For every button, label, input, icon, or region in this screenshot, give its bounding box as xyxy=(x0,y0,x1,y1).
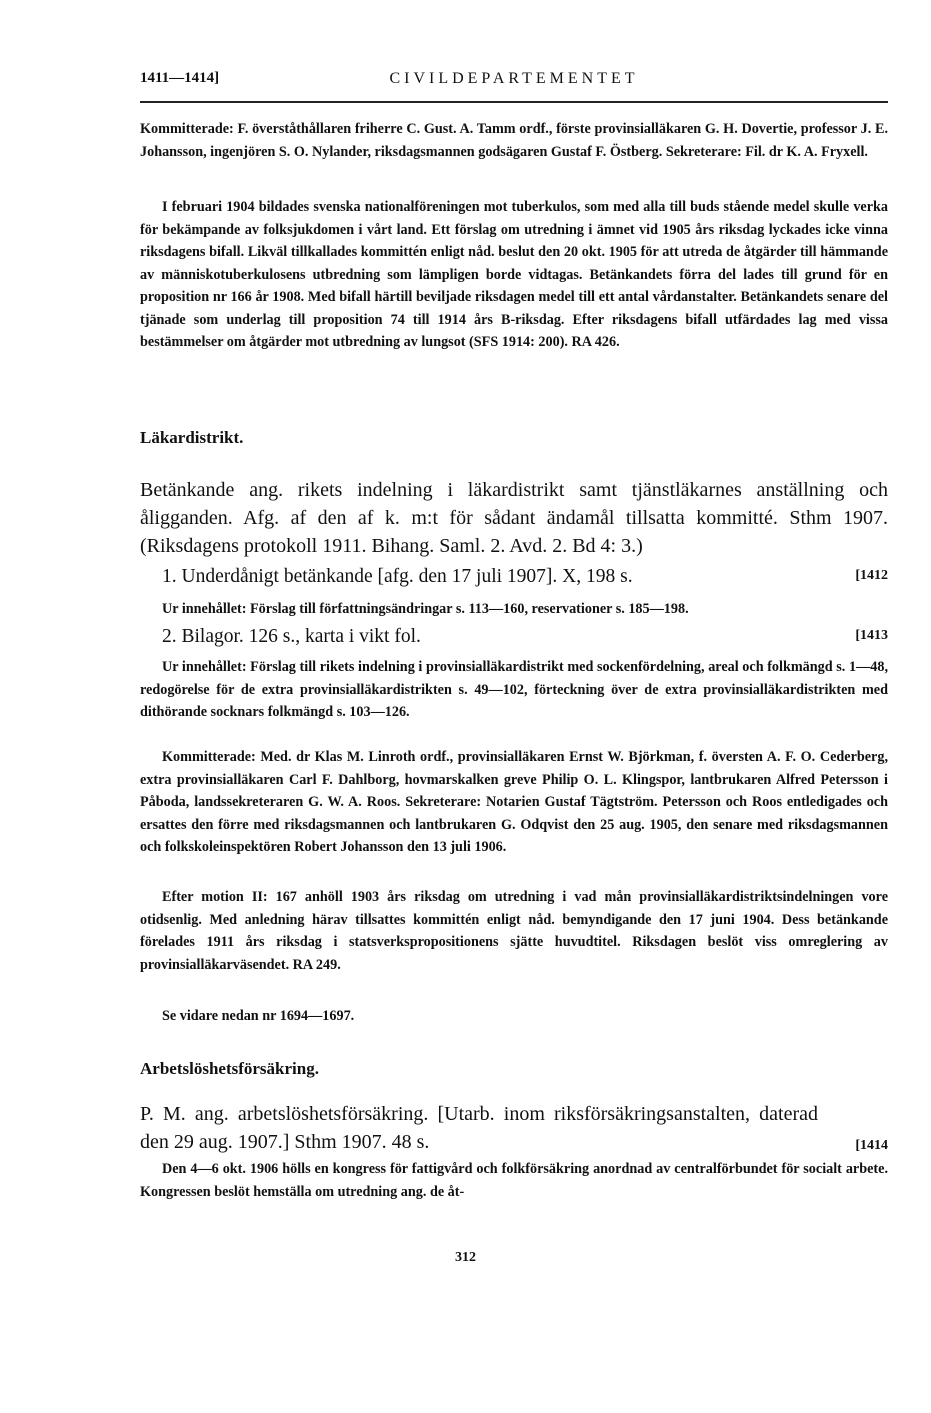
entry-1412-text: 1. Underdånigt betänkande [afg. den 17 juli 1907]. X, 198 s. xyxy=(162,566,633,587)
entry-1413-ref: [1413 xyxy=(855,628,888,643)
motion-history-paragraph: Efter motion II: 167 anhöll 1903 års riksdag om utredning i vad mån provinsialläkardistriktsindelningen vore otidsenlig. Med anledning härav tillsattes kommittén enligt nåd. bemyndigande den 17 juni 1904. Dess betänkande förelades 1911 års riksdag i statsverkspropositionens sjätte huvudtitel. Riksdagen beslöt viss omreglering av provinsialläkarväsendet. RA 249. xyxy=(140,889,888,973)
entry-1414-ref: [1414 xyxy=(855,1138,888,1153)
committee-members-paragraph: Kommitterade: F. överståthållaren friherre C. Gust. A. Tamm ordf., förste provinsialläkaren G. H. Dovertie, professor J. E. Johansson, ingenjören S. O. Nylander, riksdagsmannen godsägaren Gustaf F. Östberg. Sekreterare: Fil. dr K. A. Fryxell. xyxy=(140,121,888,160)
entry-1413-contents: Ur innehållet: Förslag till rikets indelning i provinsialläkardistrikt med sockenfördelning, areal och folkmängd s. 1—48, redogörelse för de extra provinsialläkardistrikten s. 49—102, förteckning över de extra provinsialläkardistrikten med dithörande socknars folkmängd s. 103—126. xyxy=(140,659,888,720)
page-number: 312 xyxy=(455,1250,476,1265)
congress-paragraph: Den 4—6 okt. 1906 hölls en kongress för fattigvård och folkförsäkring anordnad av centralförbundet för socialt arbete. Kongressen beslöt hemställa om utredning ang. de åt- xyxy=(140,1161,888,1200)
entry-1412 xyxy=(162,566,888,588)
committee-members-paragraph-2: Kommitterade: Med. dr Klas M. Linroth ordf., provinsialläkaren Ernst W. Björkman, f. översten A. F. O. Cederberg, extra provinsialläkaren Carl F. Dahlborg, hovmarskalken greve Philip O. L. Klingspor, lantbrukaren Alfred Petersson i Påboda, landssekreteraren G. W. A. Roos. Sekreterare: Notarien Gustaf Tägtström. Petersson och Roos entledigades och ersattes den förre med riksdagsmannen och lantbrukaren G. Odqvist den 25 aug. 1905, den senare med riksdagsmannen och folkskoleinspektören Robert Johansson den 13 juli 1906. xyxy=(140,749,888,855)
header-rule xyxy=(140,101,888,103)
department-title: CIVILDEPARTEMENTET xyxy=(389,70,639,87)
entry-1413-text: 2. Bilagor. 126 s., karta i vikt fol. xyxy=(162,626,421,647)
section-heading-arbetsloshetsforsakring: Arbetslöshetsförsäkring. xyxy=(140,1059,319,1078)
entry-1412-contents: Ur innehållet: Förslag till författningsändringar s. 113—160, reservationer s. 185—198. xyxy=(162,601,689,617)
tuberculosis-history-paragraph: I februari 1904 bildades svenska nationalföreningen mot tuberkulos, som med alla till buds stående medel skulle verka för bekämpande av folksjukdomen i vårt land. Ett förslag om utredning i ämnet vid 1905 års riksdag lyckades icke vinna riksdagens bifall. Likväl tillkallades kommittén enligt nåd. beslut den 20 okt. 1905 för att utreda de åtgärder till hämmande av människotuberkulosens utbredning som lämpligen borde vidtagas. Betänkandets förra del lades till grund för en proposition nr 166 år 1908. Med bifall härtill beviljade riksdagen medel till ett antal vårdanstalter. Betänkandets senare del tjänade som underlag till proposition 74 till 1914 års B-riksdag. Efter riksdagens bifall utfärdades lag med vissa bestämmelser om åtgärder mot utbredning av lungsot (SFS 1914: 200). RA 426. xyxy=(140,199,888,350)
entry-range: 1411—1414] xyxy=(140,70,220,86)
entry-1413 xyxy=(162,626,888,648)
report-title-1414-text: P. M. ang. arbetslöshetsförsäkring. [Utarb. inom riksförsäkringsanstalten, daterad den 29 aug. 1907.] Sthm 1907. 48 s. xyxy=(140,1103,818,1153)
report-title-1412: Betänkande ang. rikets indelning i läkardistrikt samt tjänstläkarnes anställning och åligganden. Afg. af den af k. m:t för sådant ändamål tillsatta kommitté. Sthm 1907. (Riksdagens protokoll 1911. Bihang. Saml. 2. Avd. 2. Bd 4: 3.) xyxy=(140,479,888,557)
see-also-note: Se vidare nedan nr 1694—1697. xyxy=(162,1008,355,1024)
report-title-1414 xyxy=(140,1100,888,1156)
section-heading-lakardistrikt: Läkardistrikt. xyxy=(140,428,244,447)
running-header xyxy=(140,70,888,96)
entry-1412-ref: [1412 xyxy=(855,568,888,583)
